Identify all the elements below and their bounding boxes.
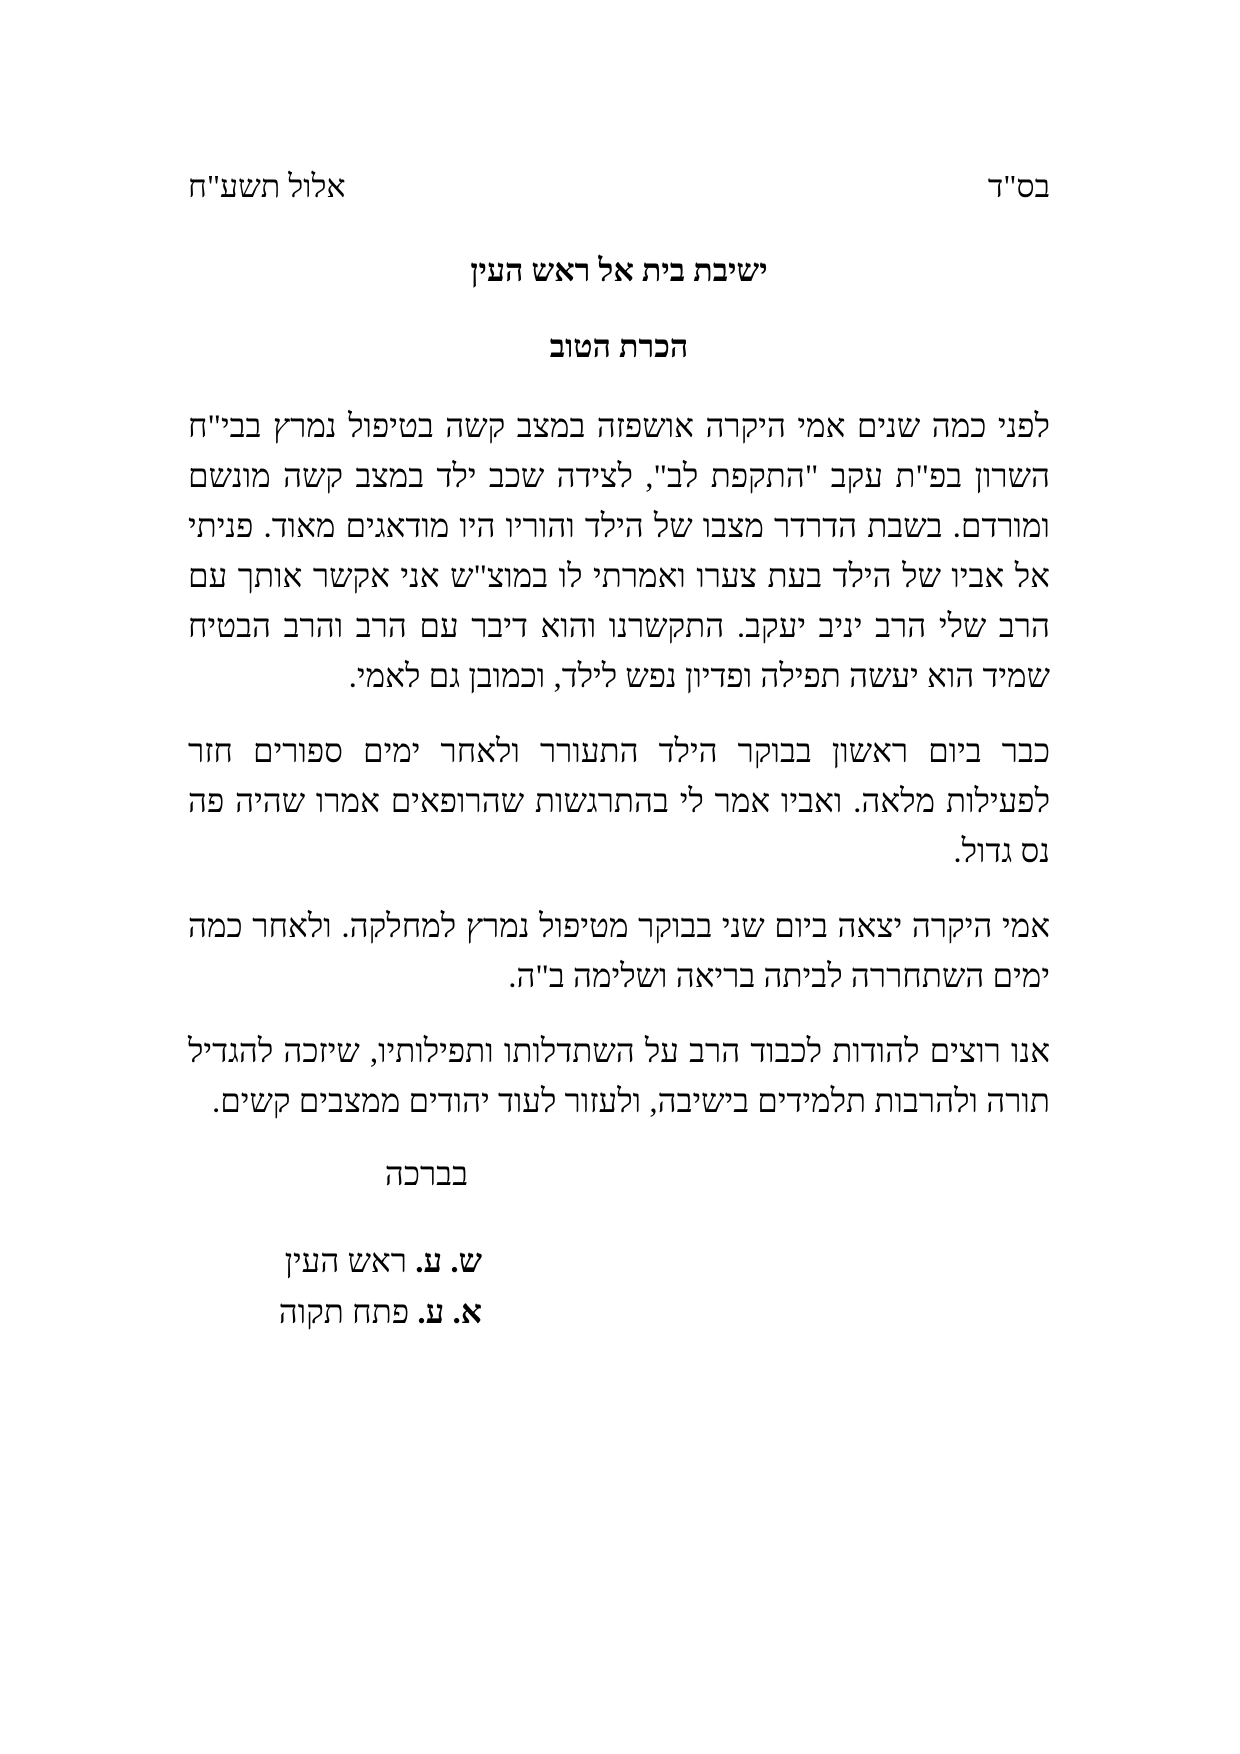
paragraph-1 xyxy=(188,402,1050,702)
paragraph-4 xyxy=(188,1027,1050,1127)
signature-initials: ש. ע. xyxy=(415,1244,482,1280)
paragraph-line: שמיד הוא יעשה תפילה ופדיון נפש לילד, וכמובן גם לאמי. xyxy=(348,659,1050,695)
paragraph-line: תורה ולהרבות תלמידים בישיבה, ולעזור לעוד יהודים ממצבים קשים. xyxy=(211,1084,1050,1120)
header-date: אלול תשע"ח xyxy=(188,168,346,204)
header-bsd: בס"ד xyxy=(987,168,1050,204)
paragraph-line: אנו רוצים להודות לכבוד הרב על השתדלותו ותפילותיו, שיזכה להגדיל xyxy=(188,1034,1050,1070)
paragraph-line: ימים השתחררה לביתה בריאה ושלימה ב"ה. xyxy=(508,959,1050,995)
closing-blessing: בברכה xyxy=(384,1157,468,1193)
paragraph-line: הרב שלי הרב יניב יעקב. התקשרנו והוא דיבר עם הרב והרב הבטיח xyxy=(188,609,1050,645)
signature-place: ראש העין xyxy=(284,1244,407,1280)
paragraph-3 xyxy=(188,902,1050,1002)
signature-1 xyxy=(285,1237,482,1287)
institution-title: ישיבת בית אל ראש העין xyxy=(470,252,768,288)
signature-place: פתח תקוה xyxy=(278,1295,410,1331)
signature-initials: א. ע. xyxy=(417,1295,482,1331)
signature-2 xyxy=(279,1288,482,1338)
paragraph-line: ומורדם. בשבת הדרדר מצבו של הילד והוריו היו מודאגים מאוד. פניתי xyxy=(188,509,1050,545)
paragraph-line: נס גדול. xyxy=(953,834,1050,870)
paragraph-line: לפני כמה שנים אמי היקרה אושפזה במצב קשה בטיפול נמרץ בבי"ח xyxy=(188,409,1050,445)
paragraph-line: כבר ביום ראשון בבוקר הילד התעורר ולאחר ימים ספורים חזר xyxy=(188,734,1050,770)
paragraph-2 xyxy=(188,727,1050,877)
paragraph-line: השרון בפ"ת עקב "התקפת לב", לצידה שכב ילד במצב קשה מונשם xyxy=(188,459,1050,495)
letter-heading: הכרת הטוב xyxy=(549,328,689,364)
paragraph-line: אמי היקרה יצאה ביום שני בבוקר מטיפול נמרץ למחלקה. ולאחר כמה xyxy=(188,909,1050,945)
paragraph-line: לפעילות מלאה. ואביו אמר לי בהתרגשות שהרופאים אמרו שהיה פה xyxy=(188,784,1050,820)
paragraph-line: אל אביו של הילד בעת צערו ואמרתי לו במוצ"ש אני אקשר אותך עם xyxy=(188,559,1050,595)
